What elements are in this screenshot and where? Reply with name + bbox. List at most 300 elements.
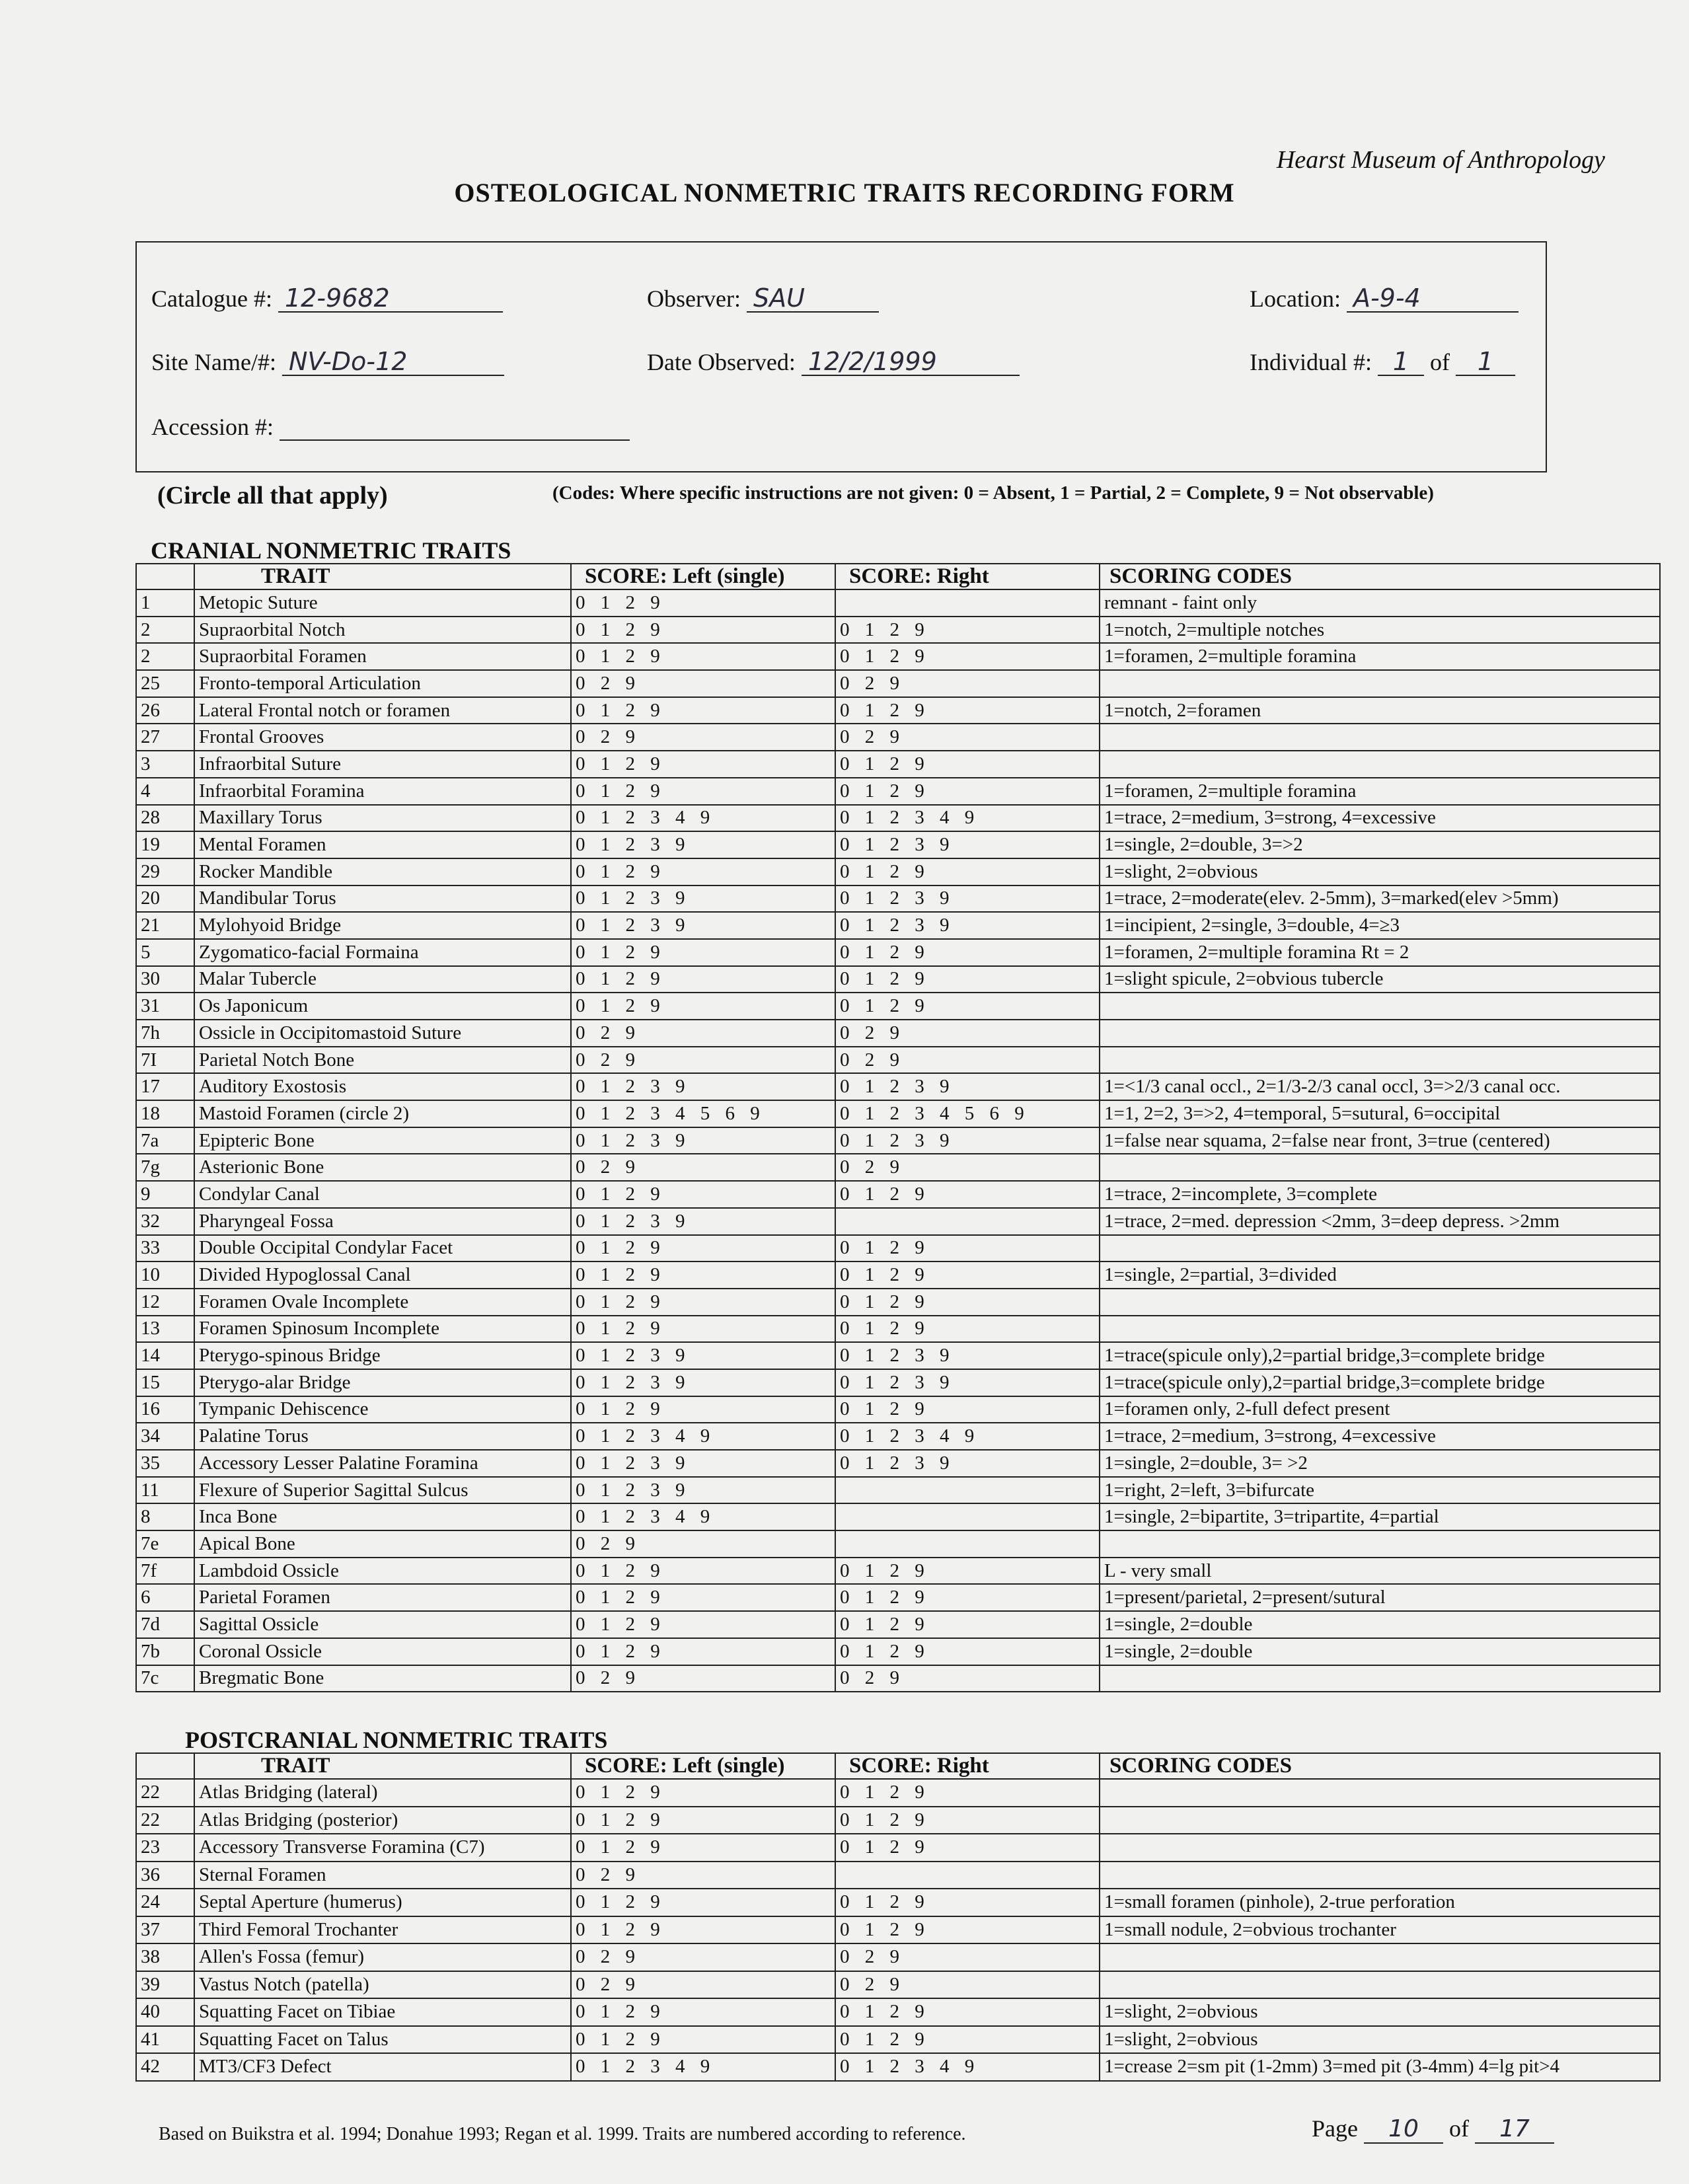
right-score[interactable]: 0 1 2 3 9 [835, 1127, 1100, 1154]
scoring-codes: 1=incipient, 2=single, 3=double, 4=≥3 [1100, 912, 1660, 939]
right-score[interactable]: 0 1 2 3 9 [835, 912, 1100, 939]
scoring-codes [1100, 751, 1660, 778]
trait-name: Zygomatico-facial Formaina [194, 939, 571, 966]
codes-header: SCORING CODES [1100, 564, 1660, 589]
date-field [647, 347, 1020, 376]
left-score[interactable]: 0 1 2 9 [571, 617, 835, 644]
trait-number: 34 [136, 1423, 194, 1450]
left-score[interactable]: 0 1 2 3 9 [571, 1127, 835, 1154]
left-score[interactable]: 0 2 9 [571, 1047, 835, 1074]
observer-field [647, 283, 879, 313]
trait-name: Palatine Torus [194, 1423, 571, 1450]
left-score[interactable]: 0 1 2 9 [571, 1181, 835, 1208]
right-score[interactable]: 0 2 9 [835, 1971, 1100, 1999]
right-score[interactable]: 0 1 2 9 [835, 1235, 1100, 1262]
right-score[interactable]: 0 2 9 [835, 670, 1100, 697]
trait-name: Squatting Facet on Tibiae [194, 1998, 571, 2026]
right-score[interactable]: 0 2 9 [835, 1020, 1100, 1047]
right-score[interactable]: 0 1 2 3 9 [835, 1450, 1100, 1477]
left-score[interactable]: 0 1 2 9 [571, 751, 835, 778]
site-label: Site Name/#: [151, 349, 276, 375]
table-row [136, 2026, 1660, 2054]
left-score[interactable]: 0 1 2 3 4 9 [571, 805, 835, 832]
trait-name: Pterygo-spinous Bridge [194, 1342, 571, 1369]
trait-number: 35 [136, 1450, 194, 1477]
left-score[interactable]: 0 2 9 [571, 1665, 835, 1692]
trait-number: 7I [136, 1047, 194, 1074]
scoring-codes: 1=single, 2=bipartite, 3=tripartite, 4=partial [1100, 1503, 1660, 1530]
trait-name: Mylohyoid Bridge [194, 912, 571, 939]
scoring-codes [1100, 1530, 1660, 1558]
trait-name: Ossicle in Occipitomastoid Suture [194, 1020, 571, 1047]
right-score[interactable] [835, 1503, 1100, 1530]
right-score[interactable]: 0 1 2 3 9 [835, 885, 1100, 913]
right-score[interactable]: 0 1 2 3 4 5 6 9 [835, 1100, 1100, 1127]
trait-name: Parietal Notch Bone [194, 1047, 571, 1074]
right-score[interactable] [835, 589, 1100, 617]
scoring-codes: 1=single, 2=double, 3= >2 [1100, 1450, 1660, 1477]
trait-name: Flexure of Superior Sagittal Sulcus [194, 1477, 571, 1504]
right-score[interactable]: 0 1 2 9 [835, 643, 1100, 670]
left-score[interactable]: 0 1 2 3 9 [571, 1450, 835, 1477]
accession-input[interactable] [280, 412, 630, 441]
table-row [136, 1423, 1660, 1450]
trait-name: Coronal Ossicle [194, 1638, 571, 1665]
right-score[interactable]: 0 1 2 3 4 9 [835, 1423, 1100, 1450]
trait-number: 38 [136, 1943, 194, 1971]
individual-total-input[interactable]: 1 [1456, 347, 1515, 376]
trait-number: 21 [136, 912, 194, 939]
right-score[interactable]: 0 1 2 9 [835, 1779, 1100, 1807]
trait-number: 11 [136, 1477, 194, 1504]
table-row [136, 778, 1660, 805]
left-score[interactable]: 0 1 2 9 [571, 643, 835, 670]
right-score[interactable]: 0 1 2 3 4 9 [835, 805, 1100, 832]
right-score[interactable]: 0 2 9 [835, 1943, 1100, 1971]
left-score[interactable]: 0 1 2 9 [571, 589, 835, 617]
scoring-codes: 1=foramen only, 2-full defect present [1100, 1396, 1660, 1423]
scoring-codes: 1=small nodule, 2=obvious trochanter [1100, 1916, 1660, 1944]
right-score[interactable] [835, 1530, 1100, 1558]
scoring-codes: 1=slight, 2=obvious [1100, 2026, 1660, 2054]
scoring-codes: 1=trace(spicule only),2=partial bridge,3=complete bridge [1100, 1342, 1660, 1369]
trait-number: 40 [136, 1998, 194, 2026]
catalogue-input[interactable]: 12-9682 [278, 283, 503, 313]
left-score[interactable]: 0 1 2 9 [571, 1316, 835, 1343]
table-row [136, 1558, 1660, 1585]
left-score[interactable]: 0 1 2 9 [571, 858, 835, 885]
cranial-table [135, 563, 1661, 1692]
left-score[interactable]: 0 1 2 3 9 [571, 831, 835, 858]
table-row [136, 831, 1660, 858]
trait-name: Malar Tubercle [194, 966, 571, 993]
left-score[interactable]: 0 1 2 9 [571, 1916, 835, 1944]
scoring-codes: 1=slight, 2=obvious [1100, 1998, 1660, 2026]
trait-number: 24 [136, 1889, 194, 1916]
right-score[interactable]: 0 1 2 9 [835, 778, 1100, 805]
table-row [136, 1807, 1660, 1834]
scoring-codes: 1=notch, 2=multiple notches [1100, 617, 1660, 644]
trait-number: 4 [136, 778, 194, 805]
trait-number: 19 [136, 831, 194, 858]
left-score[interactable]: 0 1 2 9 [571, 1396, 835, 1423]
table-row [136, 1916, 1660, 1944]
scoring-codes: 1=trace, 2=medium, 3=strong, 4=excessive [1100, 1423, 1660, 1450]
trait-name: Sternal Foramen [194, 1862, 571, 1889]
trait-number: 7c [136, 1665, 194, 1692]
right-score[interactable]: 0 1 2 9 [835, 1584, 1100, 1611]
form-title: OSTEOLOGICAL NONMETRIC TRAITS RECORDING FORM [454, 178, 1235, 207]
museum-name: Hearst Museum of Anthropology [1276, 146, 1605, 174]
trait-number: 22 [136, 1779, 194, 1807]
table-row [136, 1235, 1660, 1262]
individual-of: of [1429, 349, 1450, 375]
left-score[interactable]: 0 1 2 9 [571, 1558, 835, 1585]
left-score[interactable]: 0 1 2 9 [571, 966, 835, 993]
left-score[interactable]: 0 1 2 9 [571, 993, 835, 1020]
trait-number: 14 [136, 1342, 194, 1369]
trait-name: Os Japonicum [194, 993, 571, 1020]
trait-name: Parietal Foramen [194, 1584, 571, 1611]
trait-number: 7a [136, 1127, 194, 1154]
trait-name: Supraorbital Foramen [194, 643, 571, 670]
trait-number: 15 [136, 1369, 194, 1396]
left-score-header: SCORE: Left (single) [571, 1753, 835, 1779]
trait-number: 7g [136, 1154, 194, 1181]
trait-name: Lateral Frontal notch or foramen [194, 697, 571, 724]
right-score[interactable]: 0 1 2 3 4 9 [835, 2053, 1100, 2081]
scoring-codes [1100, 1971, 1660, 1999]
trait-number: 10 [136, 1261, 194, 1289]
left-score[interactable]: 0 2 9 [571, 724, 835, 751]
trait-number: 7e [136, 1530, 194, 1558]
individual-field [1250, 347, 1515, 376]
left-score[interactable]: 0 1 2 9 [571, 697, 835, 724]
scoring-codes: 1=single, 2=double [1100, 1611, 1660, 1638]
trait-number: 42 [136, 2053, 194, 2081]
individual-input[interactable]: 1 [1378, 347, 1424, 376]
scoring-codes: L - very small [1100, 1558, 1660, 1585]
left-score[interactable]: 0 2 9 [571, 1971, 835, 1999]
left-score[interactable]: 0 1 2 9 [571, 1584, 835, 1611]
accession-field [151, 412, 630, 441]
scoring-codes [1100, 1779, 1660, 1807]
right-score[interactable]: 0 1 2 9 [835, 993, 1100, 1020]
cranial-title: CRANIAL NONMETRIC TRAITS [151, 537, 511, 564]
trait-number: 1 [136, 589, 194, 617]
right-score[interactable]: 0 1 2 9 [835, 617, 1100, 644]
right-score[interactable]: 0 1 2 9 [835, 858, 1100, 885]
left-score[interactable]: 0 1 2 9 [571, 2026, 835, 2054]
right-score[interactable]: 0 1 2 9 [835, 1916, 1100, 1944]
left-score[interactable]: 0 1 2 3 4 5 6 9 [571, 1100, 835, 1127]
scoring-codes [1100, 1154, 1660, 1181]
left-score[interactable]: 0 1 2 3 9 [571, 912, 835, 939]
table-row [136, 939, 1660, 966]
page-total-input[interactable]: 17 [1475, 2115, 1554, 2144]
trait-number: 7d [136, 1611, 194, 1638]
left-score[interactable]: 0 1 2 9 [571, 1638, 835, 1665]
scoring-codes: 1=slight spicule, 2=obvious tubercle [1100, 966, 1660, 993]
table-row [136, 1779, 1660, 1807]
table-row [136, 1316, 1660, 1343]
left-score[interactable]: 0 1 2 3 9 [571, 1208, 835, 1235]
location-field [1250, 283, 1519, 313]
trait-name: Maxillary Torus [194, 805, 571, 832]
table-row [136, 1862, 1660, 1889]
right-score[interactable]: 0 1 2 9 [835, 2026, 1100, 2054]
scoring-codes [1100, 1020, 1660, 1047]
trait-name: Lambdoid Ossicle [194, 1558, 571, 1585]
left-score[interactable]: 0 1 2 3 9 [571, 885, 835, 913]
table-row [136, 1834, 1660, 1862]
trait-name: MT3/CF3 Defect [194, 2053, 571, 2081]
left-score[interactable]: 0 1 2 3 4 9 [571, 1503, 835, 1530]
trait-name: Fronto-temporal Articulation [194, 670, 571, 697]
right-score[interactable]: 0 1 2 9 [835, 1889, 1100, 1916]
trait-number: 7h [136, 1020, 194, 1047]
scoring-codes: 1=trace, 2=medium, 3=strong, 4=excessive [1100, 805, 1660, 832]
trait-number: 9 [136, 1181, 194, 1208]
trait-number: 22 [136, 1807, 194, 1834]
postcranial-table [135, 1752, 1661, 2082]
scoring-codes: 1=<1/3 canal occl., 2=1/3-2/3 canal occl, 3=>2/3 canal occ. [1100, 1073, 1660, 1100]
table-row [136, 1998, 1660, 2026]
table-row [136, 643, 1660, 670]
left-score[interactable]: 0 1 2 9 [571, 1889, 835, 1916]
observer-input[interactable]: SAU [747, 283, 879, 313]
right-score[interactable]: 0 1 2 9 [835, 1181, 1100, 1208]
trait-name: Rocker Mandible [194, 858, 571, 885]
date-label: Date Observed: [647, 349, 796, 375]
right-score[interactable]: 0 2 9 [835, 1665, 1100, 1692]
postcranial-title: POSTCRANIAL NONMETRIC TRAITS [185, 1727, 608, 1753]
scoring-codes: 1=crease 2=sm pit (1-2mm) 3=med pit (3-4mm) 4=lg pit>4 [1100, 2053, 1660, 2081]
trait-number: 12 [136, 1289, 194, 1316]
left-score[interactable]: 0 1 2 3 9 [571, 1342, 835, 1369]
scoring-codes: 1=right, 2=left, 3=bifurcate [1100, 1477, 1660, 1504]
trait-name: Supraorbital Notch [194, 617, 571, 644]
left-score[interactable]: 0 1 2 9 [571, 1779, 835, 1807]
trait-number: 29 [136, 858, 194, 885]
scoring-codes: 1=trace(spicule only),2=partial bridge,3=complete bridge [1100, 1369, 1660, 1396]
left-score[interactable]: 0 2 9 [571, 1943, 835, 1971]
table-row [136, 1047, 1660, 1074]
circle-instruction: (Circle all that apply) [157, 482, 388, 509]
trait-name: Inca Bone [194, 1503, 571, 1530]
table-row [136, 1369, 1660, 1396]
right-score[interactable] [835, 1208, 1100, 1235]
scoring-codes [1100, 1289, 1660, 1316]
trait-number: 32 [136, 1208, 194, 1235]
codes-header: SCORING CODES [1100, 1753, 1660, 1779]
scoring-codes: 1=trace, 2=med. depression <2mm, 3=deep depress. >2mm [1100, 1208, 1660, 1235]
reference-note: Based on Buikstra et al. 1994; Donahue 1993; Regan et al. 1999. Traits are numbered according to reference. [159, 2124, 966, 2144]
trait-number: 2 [136, 643, 194, 670]
right-score[interactable]: 0 1 2 9 [835, 1834, 1100, 1862]
scoring-codes: 1=single, 2=double, 3=>2 [1100, 831, 1660, 858]
site-field [151, 347, 504, 376]
scoring-codes [1100, 1862, 1660, 1889]
trait-name: Septal Aperture (humerus) [194, 1889, 571, 1916]
trait-name: Frontal Grooves [194, 724, 571, 751]
trait-number: 36 [136, 1862, 194, 1889]
trait-name: Asterionic Bone [194, 1154, 571, 1181]
table-row [136, 885, 1660, 913]
table-row [136, 805, 1660, 832]
table-row [136, 1073, 1660, 1100]
scoring-codes [1100, 1316, 1660, 1343]
trait-number: 13 [136, 1316, 194, 1343]
trait-name: Allen's Fossa (femur) [194, 1943, 571, 1971]
right-score[interactable]: 0 1 2 9 [835, 1289, 1100, 1316]
num-header [136, 564, 194, 589]
table-row [136, 1289, 1660, 1316]
trait-number: 23 [136, 1834, 194, 1862]
trait-name: Sagittal Ossicle [194, 1611, 571, 1638]
scoring-codes: 1=foramen, 2=multiple foramina Rt = 2 [1100, 939, 1660, 966]
date-input[interactable]: 12/2/1999 [802, 347, 1020, 376]
trait-name: Atlas Bridging (lateral) [194, 1779, 571, 1807]
left-score[interactable]: 0 1 2 9 [571, 778, 835, 805]
trait-number: 20 [136, 885, 194, 913]
right-score[interactable]: 0 1 2 3 9 [835, 1369, 1100, 1396]
right-score[interactable] [835, 1862, 1100, 1889]
right-score[interactable]: 0 1 2 9 [835, 939, 1100, 966]
right-score[interactable]: 0 1 2 9 [835, 1611, 1100, 1638]
left-score[interactable]: 0 1 2 3 4 9 [571, 1423, 835, 1450]
page-of: of [1448, 2115, 1469, 2142]
right-score[interactable]: 0 1 2 3 9 [835, 831, 1100, 858]
catalogue-label: Catalogue #: [151, 285, 272, 312]
trait-number: 27 [136, 724, 194, 751]
table-row [136, 1450, 1660, 1477]
scoring-codes: 1=notch, 2=foramen [1100, 697, 1660, 724]
cranial-header-row [136, 564, 1660, 589]
scoring-codes [1100, 1047, 1660, 1074]
scoring-codes [1100, 1235, 1660, 1262]
table-row [136, 2053, 1660, 2081]
left-score[interactable]: 0 1 2 3 9 [571, 1369, 835, 1396]
right-score[interactable] [835, 1477, 1100, 1504]
page-input[interactable]: 10 [1364, 2115, 1443, 2144]
right-score[interactable]: 0 1 2 9 [835, 751, 1100, 778]
right-score[interactable]: 0 1 2 9 [835, 1558, 1100, 1585]
trait-number: 31 [136, 993, 194, 1020]
right-score[interactable]: 0 1 2 9 [835, 1396, 1100, 1423]
left-score[interactable]: 0 1 2 9 [571, 939, 835, 966]
right-score[interactable]: 0 1 2 9 [835, 697, 1100, 724]
scoring-codes: 1=trace, 2=moderate(elev. 2-5mm), 3=marked(elev >5mm) [1100, 885, 1660, 913]
table-row [136, 1943, 1660, 1971]
left-score[interactable]: 0 1 2 3 9 [571, 1477, 835, 1504]
left-score[interactable]: 0 1 2 9 [571, 1235, 835, 1262]
trait-number: 16 [136, 1396, 194, 1423]
header-box [135, 241, 1547, 472]
right-score[interactable]: 0 1 2 9 [835, 1998, 1100, 2026]
trait-number: 25 [136, 670, 194, 697]
left-score[interactable]: 0 1 2 9 [571, 1289, 835, 1316]
left-score[interactable]: 0 1 2 9 [571, 1998, 835, 2026]
trait-name: Accessory Lesser Palatine Foramina [194, 1450, 571, 1477]
trait-name: Apical Bone [194, 1530, 571, 1558]
scoring-codes: 1=slight, 2=obvious [1100, 858, 1660, 885]
trait-name: Pharyngeal Fossa [194, 1208, 571, 1235]
trait-number: 6 [136, 1584, 194, 1611]
left-score[interactable]: 0 1 2 3 9 [571, 1073, 835, 1100]
trait-number: 7b [136, 1638, 194, 1665]
right-score[interactable]: 0 1 2 9 [835, 1316, 1100, 1343]
scoring-codes [1100, 1943, 1660, 1971]
right-score[interactable]: 0 2 9 [835, 1047, 1100, 1074]
scoring-codes: 1=foramen, 2=multiple foramina [1100, 778, 1660, 805]
left-score[interactable]: 0 1 2 9 [571, 1611, 835, 1638]
trait-number: 37 [136, 1916, 194, 1944]
left-score[interactable]: 0 2 9 [571, 1020, 835, 1047]
scoring-codes: 1=1, 2=2, 3=>2, 4=temporal, 5=sutural, 6=occipital [1100, 1100, 1660, 1127]
trait-name: Auditory Exostosis [194, 1073, 571, 1100]
table-row [136, 1342, 1660, 1369]
trait-name: Vastus Notch (patella) [194, 1971, 571, 1999]
right-score[interactable]: 0 2 9 [835, 1154, 1100, 1181]
right-score[interactable]: 0 1 2 9 [835, 966, 1100, 993]
location-label: Location: [1250, 285, 1341, 312]
trait-number: 18 [136, 1100, 194, 1127]
trait-name: Divided Hypoglossal Canal [194, 1261, 571, 1289]
postcranial-header-row [136, 1753, 1660, 1779]
trait-number: 3 [136, 751, 194, 778]
trait-name: Third Femoral Trochanter [194, 1916, 571, 1944]
left-score[interactable]: 0 1 2 3 4 9 [571, 2053, 835, 2081]
left-score[interactable]: 0 1 2 9 [571, 1834, 835, 1862]
trait-name: Accessory Transverse Foramina (C7) [194, 1834, 571, 1862]
table-row [136, 1477, 1660, 1504]
right-score[interactable]: 0 1 2 9 [835, 1638, 1100, 1665]
right-score[interactable]: 0 1 2 9 [835, 1807, 1100, 1834]
trait-header: TRAIT [194, 1753, 571, 1779]
table-row [136, 589, 1660, 617]
left-score[interactable]: 0 2 9 [571, 1530, 835, 1558]
left-score[interactable]: 0 1 2 9 [571, 1261, 835, 1289]
table-row [136, 1611, 1660, 1638]
left-score[interactable]: 0 2 9 [571, 1862, 835, 1889]
site-input[interactable]: NV-Do-12 [282, 347, 504, 376]
left-score[interactable]: 0 1 2 9 [571, 1807, 835, 1834]
right-score[interactable]: 0 1 2 3 9 [835, 1342, 1100, 1369]
left-score[interactable]: 0 2 9 [571, 670, 835, 697]
right-score[interactable]: 0 1 2 9 [835, 1261, 1100, 1289]
table-row [136, 1665, 1660, 1692]
trait-number: 39 [136, 1971, 194, 1999]
right-score[interactable]: 0 1 2 3 9 [835, 1073, 1100, 1100]
num-header [136, 1753, 194, 1779]
trait-name: Tympanic Dehiscence [194, 1396, 571, 1423]
table-row [136, 993, 1660, 1020]
location-input[interactable]: A-9-4 [1347, 283, 1519, 313]
trait-name: Atlas Bridging (posterior) [194, 1807, 571, 1834]
trait-name: Foramen Ovale Incomplete [194, 1289, 571, 1316]
trait-number: 28 [136, 805, 194, 832]
individual-label: Individual #: [1250, 349, 1372, 375]
right-score[interactable]: 0 2 9 [835, 724, 1100, 751]
page-number [1312, 2115, 1554, 2144]
table-row [136, 670, 1660, 697]
trait-name: Condylar Canal [194, 1181, 571, 1208]
trait-number: 5 [136, 939, 194, 966]
left-score[interactable]: 0 2 9 [571, 1154, 835, 1181]
trait-number: 30 [136, 966, 194, 993]
scoring-codes [1100, 1665, 1660, 1692]
